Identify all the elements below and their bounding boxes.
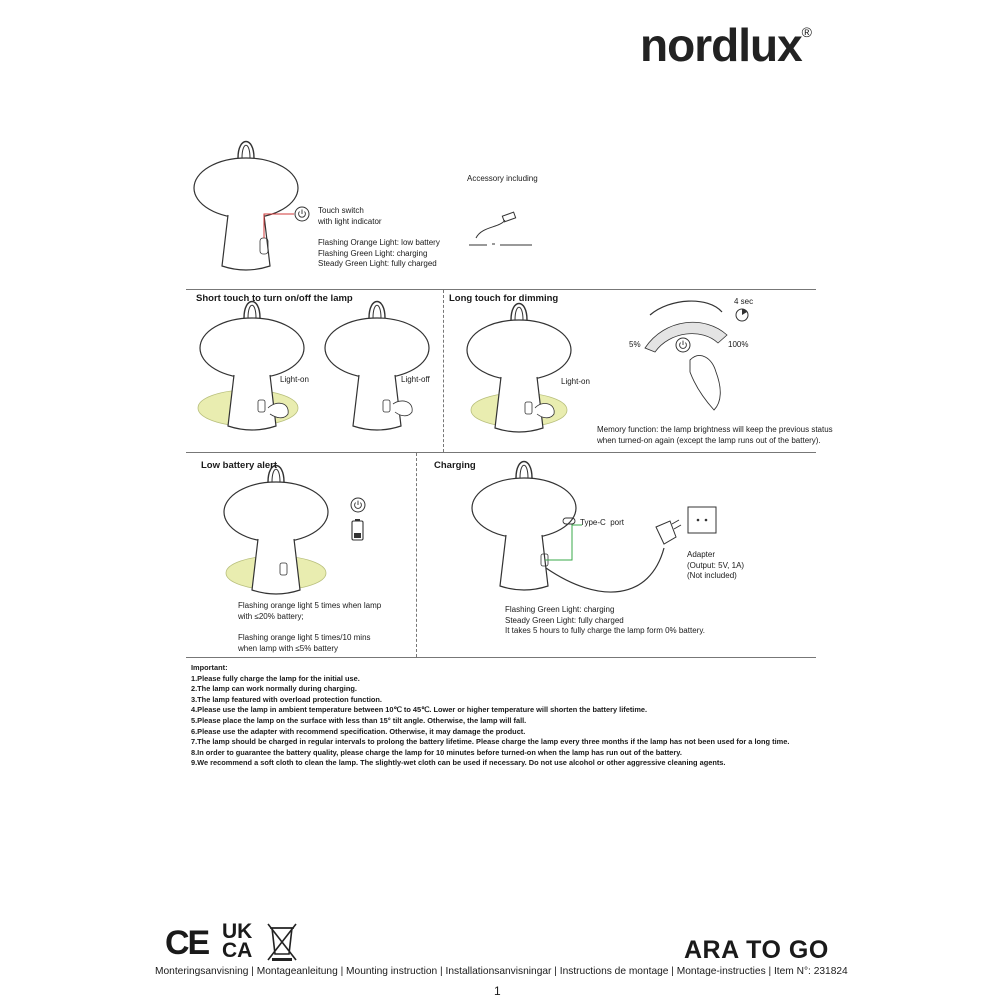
low-battery-power-icon <box>351 498 365 512</box>
power-icon <box>295 207 309 221</box>
section-divider <box>186 452 816 453</box>
long-touch-title: Long touch for dimming <box>449 293 559 304</box>
charging-title: Charging <box>434 460 476 471</box>
brand-logo: nordlux® <box>640 19 811 71</box>
hand-icon <box>690 356 720 410</box>
critical-battery-note: Flashing orange light 5 times/10 mins when lamp with ≤5% battery <box>238 633 371 653</box>
light-on-label: Light-on <box>280 375 309 384</box>
min-brightness-label: 5% <box>629 340 641 349</box>
important-item: 3.The lamp featured with overload protection function. <box>191 694 382 704</box>
accessory-label: Accessory including <box>467 174 538 183</box>
important-heading: Important: <box>191 663 228 672</box>
charging-cable <box>546 548 664 592</box>
section-divider <box>443 290 444 452</box>
instruction-languages: Monteringsanvisning | Montageanleitung | Mounting instruction | Installationsanvisningar | Instructions de montage | Montage-instructies | Item N°: 231824 <box>155 966 848 977</box>
lamp-charging <box>472 462 576 591</box>
important-item: 6.Please use the adapter with recommend specification. Otherwise, it may damage the product. <box>191 726 526 736</box>
ukca-mark: UK CA <box>222 920 253 962</box>
type-c-port-label: Type-C port <box>580 518 625 527</box>
weee-bin-icon <box>268 924 296 961</box>
indicator-states: Flashing Orange Light: low battery Flashing Green Light: charging Steady Green Light: fully charged <box>318 238 440 268</box>
lamp-light-off <box>325 302 429 431</box>
light-on-label: Light-on <box>561 377 590 386</box>
important-item: 7.The lamp should be charged in regular intervals to prolong the battery lifetime. Please charge the lamp every three months if the lamp has not been used for a long time. <box>191 737 790 747</box>
timer-icon <box>736 309 748 321</box>
adapter-icon <box>656 520 681 544</box>
memory-function-note: Memory function: the lamp brightness will keep the previous status when turned-on again (except the lamp runs out of the battery). <box>597 425 833 445</box>
overview-lamp-illustration <box>194 142 298 271</box>
important-item: 4.Please use the lamp in ambient temperature between 10℃ to 45℃. Lower or higher temperature will shorten the battery lifetime. <box>191 705 648 715</box>
important-item: 9.We recommend a soft cloth to clean the lamp. The slightly-wet cloth can be used if necessary. Do not use alcohol or other aggressive cleaning agents. <box>191 758 726 768</box>
section-divider <box>416 453 417 657</box>
important-item: 5.Please place the lamp on the surface with less than 15° tilt angle. Otherwise, the lamp will fall. <box>191 715 527 725</box>
short-touch-title: Short touch to turn on/off the lamp <box>196 293 353 304</box>
wall-socket-icon <box>688 507 716 533</box>
time-label: 4 sec <box>734 297 754 306</box>
important-item: 8.In order to guarantee the battery quality, please charge the lamp for 10 minutes before turned-on when the lamp has run out of the battery. <box>191 747 682 757</box>
low-battery-note: Flashing orange light 5 times when lamp with ≤20% battery; <box>238 601 382 621</box>
dimmer-power-icon <box>676 338 690 352</box>
product-title: ARA TO GO <box>684 936 829 964</box>
adapter-label: Adapter (Output: 5V, 1A) (Not included) <box>687 550 745 580</box>
section-divider <box>186 657 816 658</box>
max-brightness-label: 100% <box>728 340 749 349</box>
usb-cable-icon <box>469 212 532 245</box>
touch-switch-label: Touch switch with light indicator <box>318 206 382 226</box>
battery-icon <box>352 519 363 540</box>
charging-notes: Flashing Green Light: charging Steady Green Light: fully charged It takes 5 hours to fully charge the lamp form 0% battery. <box>505 605 705 635</box>
ce-mark: CE <box>165 924 209 962</box>
light-off-label: Light-off <box>401 375 430 384</box>
section-divider <box>186 289 816 290</box>
page-number: 1 <box>494 984 501 998</box>
low-battery-title: Low battery alert <box>201 460 278 471</box>
important-item: 2.The lamp can work normally during charging. <box>191 684 357 694</box>
important-item: 1.Please fully charge the lamp for the initial use. <box>191 673 360 683</box>
important-notes <box>191 663 831 769</box>
